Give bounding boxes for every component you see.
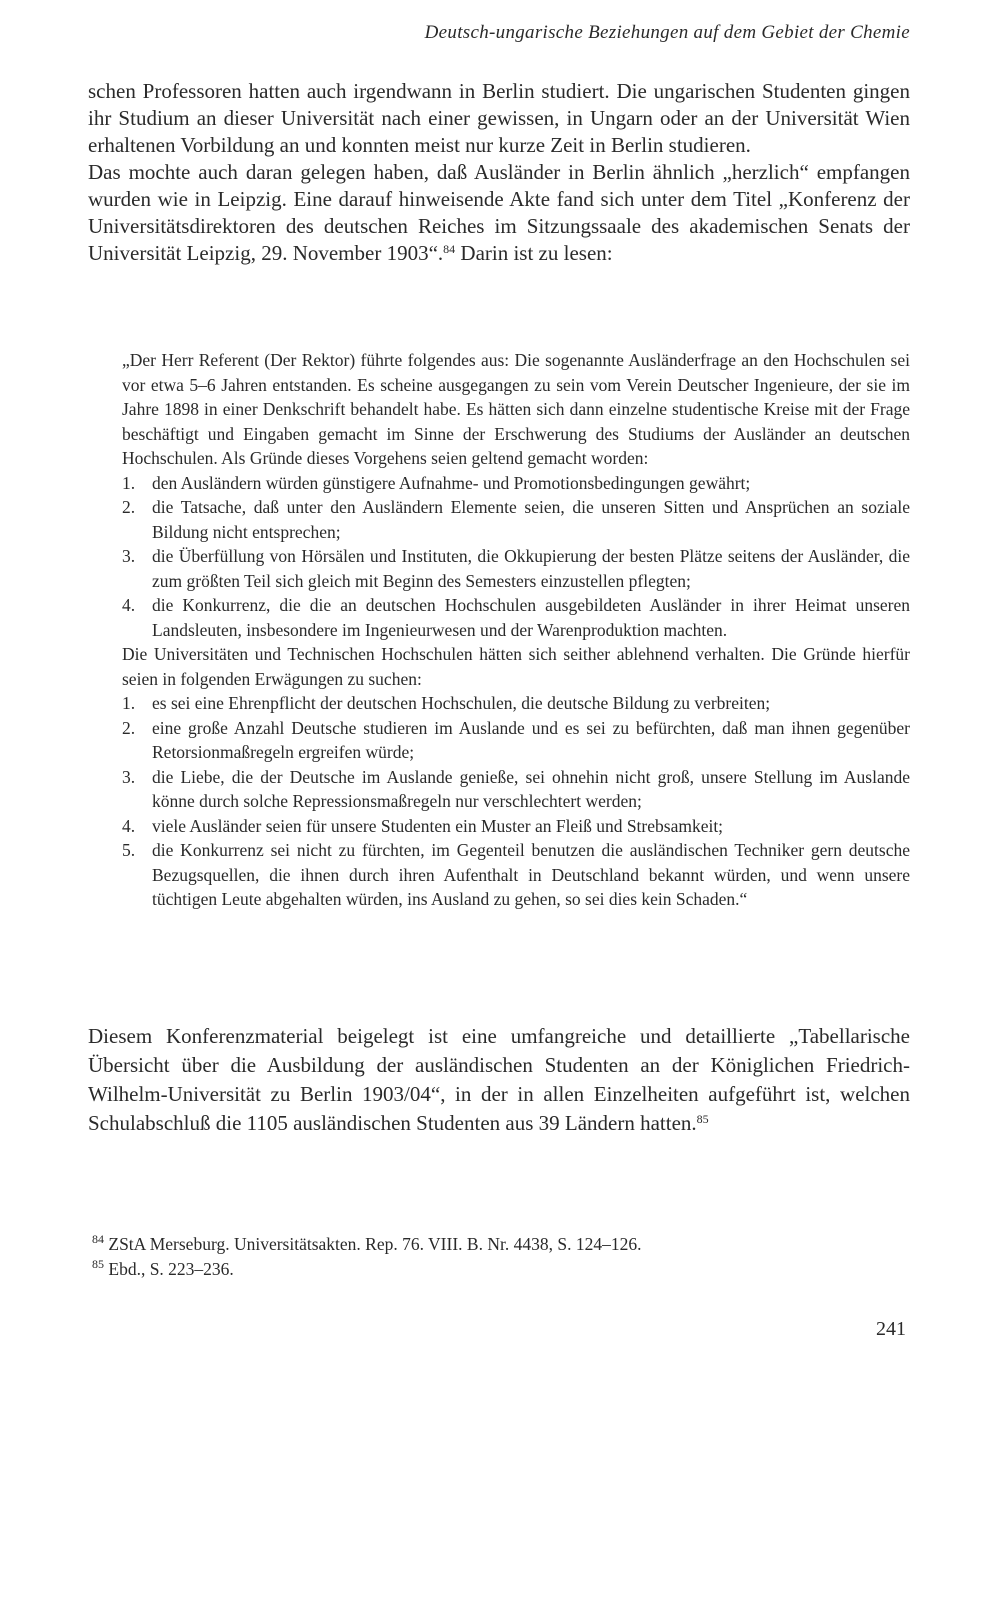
footnotes [92,1232,910,1282]
footnote-text: ZStA Merseburg. Universitätsakten. Rep. 76. VIII. B. Nr. 4438, S. 124–126. [108,1234,642,1254]
list-item [122,838,910,912]
list-text: den Ausländern würden günstigere Aufnahme- und Promotionsbedingungen gewährt; [152,472,751,493]
list-item [122,814,910,839]
footnote-text: Ebd., S. 223–236. [108,1259,234,1279]
list-text: viele Ausländer seien für unsere Studenten ein Muster an Fleiß und Strebsamkeit; [152,815,724,836]
footnote-reference: 84 [443,242,456,256]
list-number: 5. [122,840,136,860]
list-text: die Überfüllung von Hörsälen und Instituten, die Okkupierung der besten Plätze seitens der Ausländer, die zum größten Teil sich gleich mit Beginn des Semesters einzustellen pflegten; [152,546,910,591]
list-item [122,765,910,814]
quote-middle: Die Universitäten und Technischen Hochschulen hätten sich seither ablehnend verhalten. Die Gründe hierfür seien in folgenden Erwägungen zu suchen: [122,644,910,689]
list-number: 2. [122,497,136,517]
list-number: 3. [122,546,136,566]
body-paragraph: schen Professoren hatten auch irgendwann in Berlin studiert. Die ungarischen Studenten gingen ihr Studium an dieser Universität nach einer gewissen, in Ungarn oder an der Universität Wien erhaltenen Vorbildung an und konnten meist nur kurze Zeit in Berlin studieren. [88,79,910,157]
body-paragraph-text: Das mochte auch daran gelegen haben, daß Ausländer in Berlin ähnlich „herzlich“ empfangen wurden wie in Leipzig. Eine darauf hinweisende Akte fand sich unter dem Titel „Konferenz der Universitätsdirektoren des deutschen Reiches im Sitzungssaale des akademischen Senats der Universität Leipzig, 29. November 1903“. [88,160,910,265]
body-paragraph [88,1022,910,1138]
block-quote [122,348,910,912]
list-text: die Liebe, die der Deutsche im Auslande genieße, sei ohnehin nicht groß, unsere Stellung im Auslande könne durch solche Repressionsmaßregeln nur verschlechtert werden; [152,766,910,811]
list-number: 1. [122,693,136,713]
list-number: 4. [122,815,136,836]
list-item [122,593,910,642]
body-paragraph-text: Diesem Konferenzmaterial beigelegt ist eine umfangreiche und detaillierte „Tabellarische Übersicht über die Ausbildung der ausländischen Studenten an der Königlichen Friedrich-Wilhelm-Universität zu Berlin 1903/04“, in der in allen Einzelheiten aufgeführt ist, welchen Schulabschluß die 1105 ausländischen Studenten aus 39 Ländern hatten. [88,1024,910,1135]
quote-list-reasons [122,471,910,643]
footnote-reference: 85 [696,1112,709,1126]
body-paragraph [88,159,910,267]
list-text: eine große Anzahl Deutsche studieren im Auslande und es sei zu befürchten, daß man ihnen gegenüber Retorsionmaßregeln ergreifen würde; [152,717,910,762]
list-number: 1. [122,472,136,493]
list-text: die Konkurrenz, die die an deutschen Hochschulen ausgebildeten Ausländer in ihrer Heimat unseren Landsleuten, insbesondere im Ingenieurwesen und der Warenproduktion machten. [152,595,910,640]
page-number: 241 [876,1318,906,1340]
list-item [122,716,910,765]
list-item [122,495,910,544]
body-paragraph-tail: Darin ist zu lesen: [455,241,613,265]
list-text: die Konkurrenz sei nicht zu fürchten, im Gegenteil benutzen die ausländischen Techniker gern deutsche Bezugsquellen, die ihnen durch ihren Aufenthalt in Deutschland bekannt würden, und wenn unsere tüchtigen Leute abgehalten würden, ins Ausland zu gehen, so sei dies kein Schaden.“ [152,840,910,909]
footnote-number: 85 [92,1257,104,1271]
list-number: 4. [122,595,136,615]
running-header: Deutsch-ungarische Beziehungen auf dem Gebiet der Chemie [424,22,910,43]
closing-paragraph-group [88,1022,910,1138]
list-item [122,691,910,716]
list-number: 2. [122,717,136,738]
body-paragraph-group [88,78,910,267]
quote-list-counterarguments [122,691,910,912]
quote-intro: „Der Herr Referent (Der Rektor) führte folgendes aus: Die sogenannte Ausländerfrage an den Hochschulen sei vor etwa 5–6 Jahren entstanden. Es scheine ausgegangen zu sein vom Verein Deutscher Ingenieure, der sie im Jahre 1898 in einer Denkschrift behandelt habe. Es hätten sich dann einzelne studentische Kreise mit der Frage beschäftigt und Eingaben gemacht im Sinne der Erschwerung des Studiums der Ausländer an deutschen Hochschulen. Als Gründe dieses Vorgehens seien geltend gemacht worden: [122,350,910,468]
footnote-number: 84 [92,1232,104,1246]
footnote [92,1257,910,1282]
list-text: die Tatsache, daß unter den Ausländern Elemente seien, die unseren Sitten und Ansprüchen an soziale Bildung nicht entsprechen; [152,497,910,542]
list-number: 3. [122,766,136,787]
list-item [122,544,910,593]
list-text: es sei eine Ehrenpflicht der deutschen Hochschulen, die deutsche Bildung zu verbreiten; [152,693,771,713]
list-item [122,471,910,496]
footnote [92,1232,910,1257]
